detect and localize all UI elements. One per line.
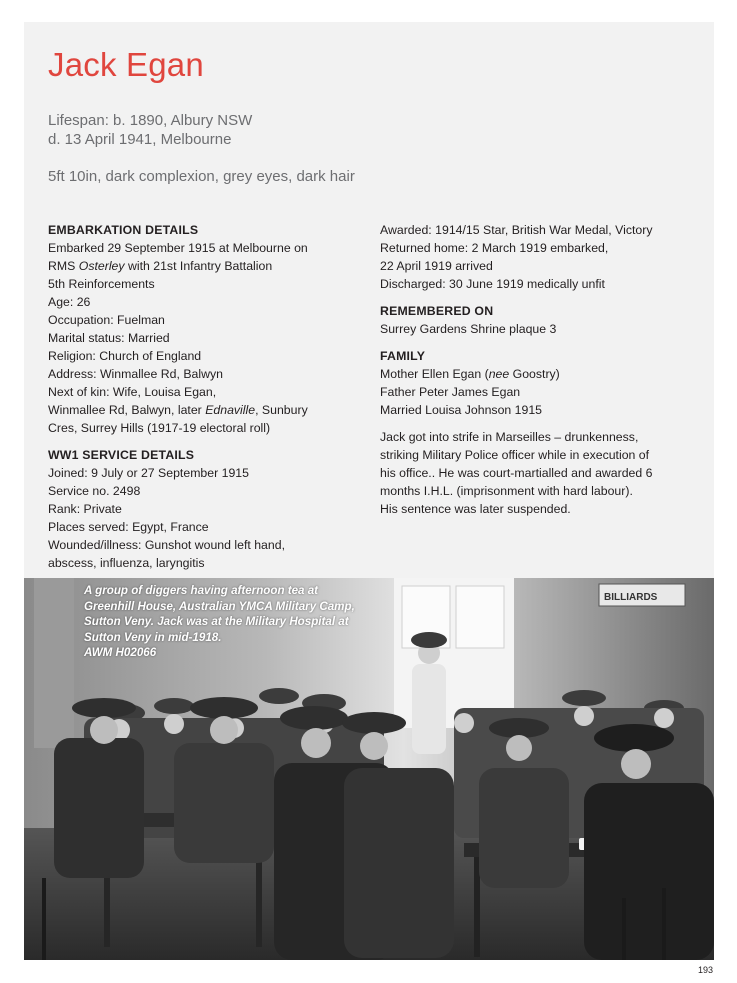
story-line3: his office.. He was court-martialled and awarded 6: [380, 466, 653, 480]
page-number: 193: [697, 965, 713, 975]
family-father: Father Peter James Egan: [380, 385, 521, 399]
page-title: Jack Egan: [48, 46, 204, 83]
wounded-line1: Wounded/illness: Gunshot wound left hand,: [48, 538, 285, 552]
occupation: Occupation: Fuelman: [48, 313, 165, 327]
next-of-kin-line2: Winmallee Rd, Balwyn, later Ednaville, Sunbury: [48, 403, 308, 417]
story-line2: striking Military Police officer while in execution of: [380, 448, 650, 462]
returned-line1: Returned home: 2 March 1919 embarked,: [380, 241, 609, 255]
story-line1: Jack got into strife in Marseilles – drunkenness,: [380, 430, 639, 444]
embarked-line1: Embarked 29 September 1915 at Melbourne on: [48, 241, 308, 255]
returned-line2: 22 April 1919 arrived: [380, 259, 493, 273]
remembered-heading: REMEMBERED ON: [380, 304, 494, 318]
family-married: Married Louisa Johnson 1915: [380, 403, 543, 417]
awarded: Awarded: 1914/15 Star, British War Medal, Victory: [380, 223, 653, 237]
family-mother: Mother Ellen Egan (nee Goostry): [380, 367, 560, 381]
photo-credit: AWM H02066: [84, 646, 157, 659]
billiards-sign: BILLIARDS: [604, 592, 658, 603]
lifespan-birth: Lifespan: b. 1890, Albury NSW: [48, 112, 253, 129]
remembered-text: Surrey Gardens Shrine plaque 3: [380, 322, 557, 336]
kin-place: Ednaville: [205, 403, 256, 417]
physical-description: 5ft 10in, dark complexion, grey eyes, dark hair: [48, 168, 355, 185]
photo-caption: A group of diggers having afternoon tea at Greenhill House, Australian YMCA Military Camp, Sutton Veny. Jack was at the Military Hospital at Sutton Veny in mid-1918. AWM H02066: [84, 583, 374, 661]
marital-status: Marital status: Married: [48, 331, 170, 345]
age: Age: 26: [48, 295, 91, 309]
next-of-kin-line3: Cres, Surrey Hills (1917-19 electoral roll): [48, 421, 271, 435]
wounded-line2: abscess, influenza, laryngitis: [48, 556, 205, 570]
story-line5: His sentence was later suspended.: [380, 502, 571, 516]
story-line4: months I.H.L. (imprisonment with hard labour).: [380, 484, 633, 498]
embarkation-heading: EMBARKATION DETAILS: [48, 223, 199, 237]
embarked-line3: 5th Reinforcements: [48, 277, 155, 291]
service-heading: WW1 SERVICE DETAILS: [48, 448, 195, 462]
next-of-kin-line1: Next of kin: Wife, Louisa Egan,: [48, 385, 217, 399]
ship-name: Osterley: [78, 259, 125, 273]
discharged: Discharged: 30 June 1919 medically unfit: [380, 277, 605, 291]
address: Address: Winmallee Rd, Balwyn: [48, 367, 223, 381]
lifespan-death: d. 13 April 1941, Melbourne: [48, 131, 232, 148]
rank: Rank: Private: [48, 502, 122, 516]
right-column: [380, 221, 680, 518]
embarked-line2: RMS Osterley with 21st Infantry Battalion: [48, 259, 273, 273]
service-number: Service no. 2498: [48, 484, 141, 498]
family-heading: FAMILY: [380, 349, 426, 363]
places-served: Places served: Egypt, France: [48, 520, 209, 534]
intro-block: [48, 111, 688, 186]
left-column: [48, 221, 348, 572]
religion: Religion: Church of England: [48, 349, 202, 363]
joined: Joined: 9 July or 27 September 1915: [48, 466, 249, 480]
